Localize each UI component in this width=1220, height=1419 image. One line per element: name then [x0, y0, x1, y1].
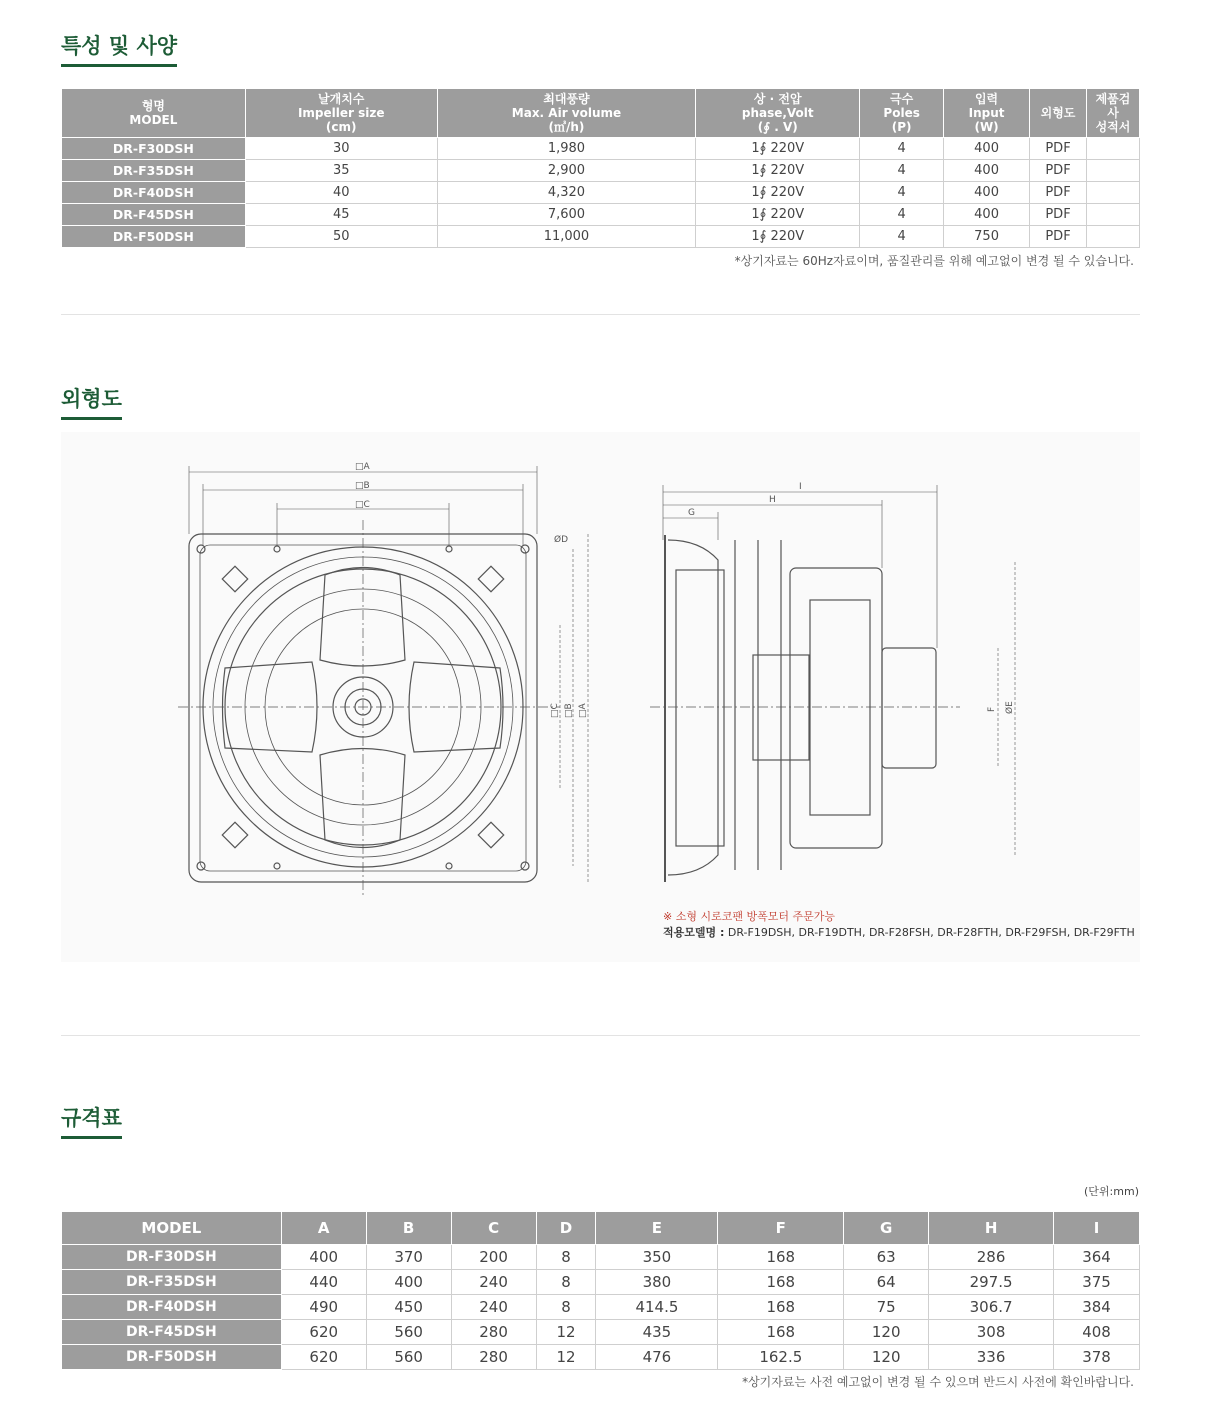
table-row [62, 226, 1140, 248]
table-cell: 50 [245, 226, 437, 248]
dims-table [61, 1211, 1140, 1370]
table-cell [1086, 226, 1139, 248]
table-cell: 306.7 [929, 1295, 1054, 1320]
spec-header-6 [1030, 89, 1087, 138]
dims-header-4: D [536, 1212, 596, 1245]
spec-header-line: phase,Volt [741, 106, 814, 120]
label-a: □A [355, 462, 370, 472]
table-cell: 370 [366, 1245, 451, 1270]
spec-header-row [62, 89, 1140, 138]
table-cell: 440 [281, 1270, 366, 1295]
table-cell: 400 [944, 182, 1030, 204]
table-cell: 240 [451, 1295, 536, 1320]
spec-header-line: 극수 [890, 92, 914, 106]
dims-header-2: B [366, 1212, 451, 1245]
applicable-models-list: DR-F19DSH, DR-F19DTH, DR-F28FSH, DR-F28FTH, DR-F29FSH, DR-F29FTH [724, 926, 1135, 939]
model-cell: DR-F30DSH [62, 138, 246, 160]
table-cell: 45 [245, 204, 437, 226]
divider [61, 1035, 1140, 1036]
table-cell: 400 [944, 204, 1030, 226]
unit-label: (단위:mm) [1084, 1185, 1139, 1198]
label-d: ØD [554, 535, 569, 545]
table-cell: 4 [860, 182, 944, 204]
table-cell: 1,980 [437, 138, 696, 160]
spec-header-line: Max. Air volume [511, 106, 622, 120]
table-cell: 1∮ 220V [696, 182, 860, 204]
table-cell: 620 [281, 1345, 366, 1370]
table-cell: 12 [536, 1320, 596, 1345]
spec-header-line: 최대풍량 [543, 92, 590, 106]
table-cell: 8 [536, 1270, 596, 1295]
label-e: ØE [1005, 701, 1015, 714]
table-cell: 168 [718, 1270, 844, 1295]
fan-outline-svg [61, 432, 1140, 962]
table-row [62, 1345, 1140, 1370]
table-cell: 408 [1054, 1320, 1140, 1345]
label-h: H [769, 495, 776, 505]
table-cell: 1∮ 220V [696, 204, 860, 226]
table-cell: 280 [451, 1320, 536, 1345]
front-view [178, 466, 588, 895]
table-cell: 11,000 [437, 226, 696, 248]
table-row [62, 138, 1140, 160]
table-cell: 620 [281, 1320, 366, 1345]
spec-header-line: (cm) [325, 120, 357, 134]
table-cell: 4 [860, 204, 944, 226]
table-cell: 350 [596, 1245, 718, 1270]
table-row [62, 204, 1140, 226]
model-cell: DR-F35DSH [62, 1270, 282, 1295]
table-row [62, 1320, 1140, 1345]
spec-header-line: (P) [891, 120, 912, 134]
spec-header-line: 형명 [141, 99, 165, 113]
table-cell: 63 [844, 1245, 929, 1270]
spec-header-line: Impeller size [297, 106, 385, 120]
spec-header-line: Input [968, 106, 1005, 120]
table-cell: 12 [536, 1345, 596, 1370]
table-cell: 8 [536, 1245, 596, 1270]
outline-pdf-link[interactable]: PDF [1030, 138, 1087, 160]
table-cell [1086, 182, 1139, 204]
table-cell [1086, 138, 1139, 160]
table-cell [1086, 160, 1139, 182]
model-cell: DR-F40DSH [62, 1295, 282, 1320]
model-cell: DR-F50DSH [62, 1345, 282, 1370]
table-cell: 168 [718, 1320, 844, 1345]
table-cell: 364 [1054, 1245, 1140, 1270]
outline-pdf-link[interactable]: PDF [1030, 226, 1087, 248]
table-cell: 162.5 [718, 1345, 844, 1370]
table-cell: 297.5 [929, 1270, 1054, 1295]
spec-table [61, 88, 1140, 248]
table-row [62, 1270, 1140, 1295]
dims-section-title: 규격표 [61, 1102, 122, 1139]
table-cell: 384 [1054, 1295, 1140, 1320]
table-cell: 560 [366, 1345, 451, 1370]
model-cell: DR-F35DSH [62, 160, 246, 182]
table-cell: 375 [1054, 1270, 1140, 1295]
model-cell: DR-F50DSH [62, 226, 246, 248]
table-cell: 200 [451, 1245, 536, 1270]
dims-header-6: F [718, 1212, 844, 1245]
spec-header-line: 성적서 [1095, 120, 1131, 134]
table-cell: 30 [245, 138, 437, 160]
spec-header-1 [245, 89, 437, 138]
table-cell: 168 [718, 1245, 844, 1270]
table-cell: 560 [366, 1320, 451, 1345]
dims-header-1: A [281, 1212, 366, 1245]
table-cell: 400 [281, 1245, 366, 1270]
table-cell: 4 [860, 138, 944, 160]
dims-header-5: E [596, 1212, 718, 1245]
spec-section-title: 특성 및 사양 [61, 30, 177, 67]
label-f: F [987, 706, 997, 712]
spec-note: *상기자료는 60Hz자료이며, 품질관리를 위해 예고없이 변경 될 수 있습니다. [734, 254, 1134, 268]
table-cell: 490 [281, 1295, 366, 1320]
outline-pdf-link[interactable]: PDF [1030, 182, 1087, 204]
table-cell: 380 [596, 1270, 718, 1295]
dims-header-0: MODEL [62, 1212, 282, 1245]
label-vb: □B [564, 703, 574, 718]
outline-note-models [663, 924, 1135, 940]
table-cell: 308 [929, 1320, 1054, 1345]
divider [61, 314, 1140, 315]
table-cell: 1∮ 220V [696, 138, 860, 160]
table-cell: 435 [596, 1320, 718, 1345]
model-cell: DR-F30DSH [62, 1245, 282, 1270]
model-cell: DR-F40DSH [62, 182, 246, 204]
spec-header-4 [860, 89, 944, 138]
spec-header-line: Poles [883, 106, 920, 120]
label-c: □C [355, 500, 370, 510]
table-cell: 750 [944, 226, 1030, 248]
table-cell: 450 [366, 1295, 451, 1320]
dims-header-9: I [1054, 1212, 1140, 1245]
label-va: □A [578, 703, 588, 718]
dims-header-8: H [929, 1212, 1054, 1245]
spec-header-2 [437, 89, 696, 138]
table-cell: 7,600 [437, 204, 696, 226]
side-view [650, 485, 1015, 882]
label-b: □B [355, 481, 370, 491]
table-cell: 120 [844, 1320, 929, 1345]
dims-header-7: G [844, 1212, 929, 1245]
table-cell: 4 [860, 226, 944, 248]
table-cell: 8 [536, 1295, 596, 1320]
applicable-models-label: 적용모델명 : [663, 926, 725, 939]
table-cell: 64 [844, 1270, 929, 1295]
table-cell: 4 [860, 160, 944, 182]
table-row [62, 182, 1140, 204]
spec-header-line: (㎥/h) [548, 120, 585, 134]
table-cell: 1∮ 220V [696, 160, 860, 182]
table-cell: 414.5 [596, 1295, 718, 1320]
spec-header-line: 사 [1107, 106, 1119, 120]
outline-pdf-link[interactable]: PDF [1030, 160, 1087, 182]
spec-header-5 [944, 89, 1030, 138]
table-cell: 286 [929, 1245, 1054, 1270]
model-cell: DR-F45DSH [62, 1320, 282, 1345]
spec-header-line: 날개치수 [318, 92, 365, 106]
table-cell: 336 [929, 1345, 1054, 1370]
outline-pdf-link[interactable]: PDF [1030, 204, 1087, 226]
table-cell: 476 [596, 1345, 718, 1370]
outline-drawing [61, 432, 1140, 962]
outline-section-title: 외형도 [61, 383, 122, 420]
table-cell: 400 [944, 138, 1030, 160]
table-cell: 378 [1054, 1345, 1140, 1370]
table-cell: 240 [451, 1270, 536, 1295]
table-cell: 35 [245, 160, 437, 182]
table-cell: 75 [844, 1295, 929, 1320]
dims-note: *상기자료는 사전 예고없이 변경 될 수 있으며 반드시 사전에 확인바랍니다. [742, 1375, 1134, 1389]
spec-header-line: 외형도 [1040, 106, 1076, 120]
table-cell: 120 [844, 1345, 929, 1370]
table-cell: 400 [944, 160, 1030, 182]
table-cell: 40 [245, 182, 437, 204]
spec-header-3 [696, 89, 860, 138]
dims-header-3: C [451, 1212, 536, 1245]
spec-header-line: (∮ . V) [757, 120, 798, 134]
spec-header-line: (W) [974, 120, 999, 134]
label-i: I [799, 482, 802, 492]
dims-header-row [62, 1212, 1140, 1245]
table-cell: 1∮ 220V [696, 226, 860, 248]
table-row [62, 160, 1140, 182]
table-cell: 280 [451, 1345, 536, 1370]
table-cell: 4,320 [437, 182, 696, 204]
spec-header-line: 입력 [974, 92, 999, 106]
table-row [62, 1245, 1140, 1270]
label-vc: □C [550, 703, 560, 718]
spec-header-line: 제품검 [1095, 92, 1131, 106]
table-cell: 168 [718, 1295, 844, 1320]
table-cell [1086, 204, 1139, 226]
table-row [62, 1295, 1140, 1320]
table-cell: 2,900 [437, 160, 696, 182]
spec-header-0 [62, 89, 246, 138]
model-cell: DR-F45DSH [62, 204, 246, 226]
spec-header-7 [1086, 89, 1139, 138]
spec-header-line: MODEL [129, 113, 178, 127]
table-cell: 400 [366, 1270, 451, 1295]
label-g: G [688, 508, 695, 518]
spec-header-line: 상 · 전압 [753, 92, 802, 106]
outline-note-red: ※ 소형 시로코팬 방폭모터 주문가능 [663, 910, 835, 923]
